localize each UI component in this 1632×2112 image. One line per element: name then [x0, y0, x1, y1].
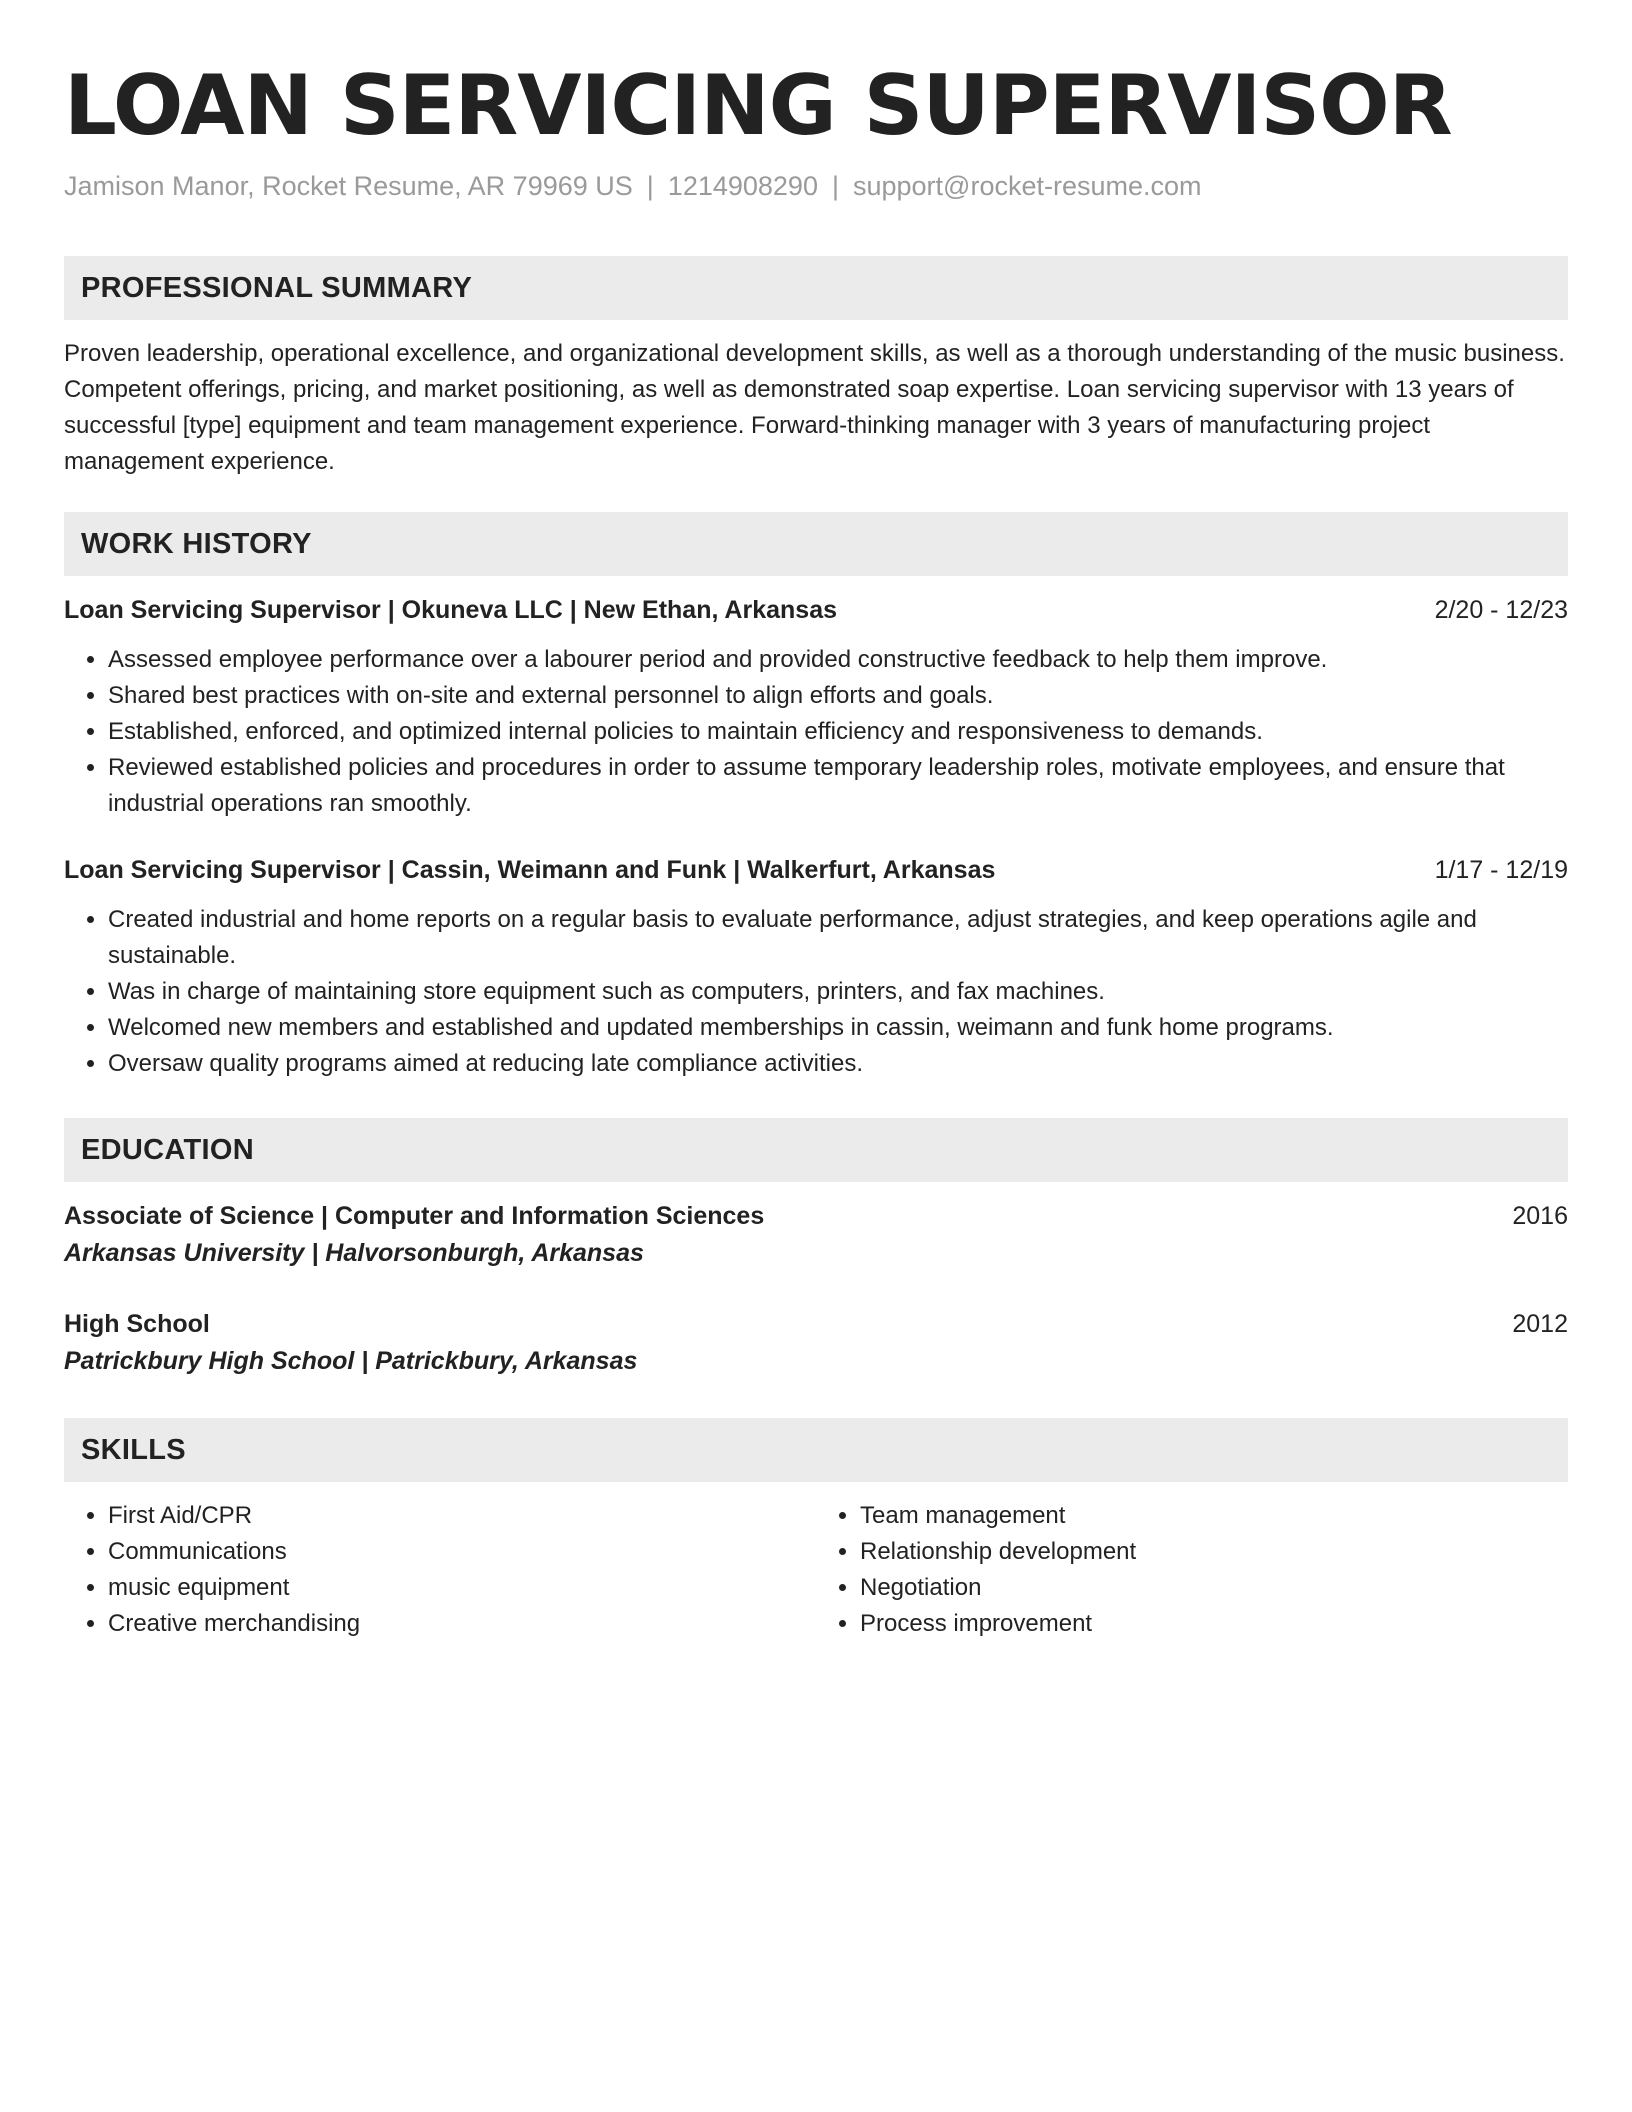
job-bullet: • Was in charge of maintaining store equipment such as computers, printers, and fax machines. — [108, 974, 1568, 1010]
job-bullet: • Created industrial and home reports on a regular basis to evaluate performance, adjust strategies, and keep operations agile and sustainable. — [108, 902, 1568, 974]
work-section-header — [64, 512, 1568, 576]
education-degree: Associate of Science | Computer and Information Sciences — [64, 1202, 765, 1230]
skill-item: • Communications — [108, 1534, 816, 1570]
skills-column-right — [816, 1498, 1568, 1642]
skill-item: • Process improvement — [860, 1606, 1568, 1642]
education-year: 2012 — [1512, 1310, 1568, 1338]
education-header — [64, 1306, 1568, 1342]
education-heading: EDUCATION — [81, 1133, 254, 1166]
job-header — [64, 852, 1568, 888]
skills-section-header — [64, 1418, 1568, 1482]
skill-item: • Creative merchandising — [108, 1606, 816, 1642]
education-entry — [64, 1198, 1568, 1272]
contact-separator: | — [831, 171, 839, 201]
contact-separator: | — [646, 171, 654, 201]
education-section-header — [64, 1118, 1568, 1182]
education-school: Arkansas University | Halvorsonburgh, Arkansas — [64, 1239, 644, 1267]
job-bullet: • Assessed employee performance over a labourer period and provided constructive feedback to help them improve. — [108, 642, 1568, 678]
summary-text: Proven leadership, operational excellence, and organizational development skills, as well as a thorough understanding of the music business. Competent offerings, pricing, and market positioning, as well as demonstrated soap expertise. Loan servicing supervisor with 13 years of successful [type] equipment and team management experience. Forward-thinking manager with 3 years of manufacturing project management experience. — [64, 340, 1565, 475]
job-bullet: • Reviewed established policies and procedures in order to assume temporary leadership roles, motivate employees, and ensure that industrial operations ran smoothly. — [108, 750, 1568, 822]
contact-line — [64, 166, 1568, 206]
skill-item: • Relationship development — [860, 1534, 1568, 1570]
job-dates: 2/20 - 12/23 — [1434, 596, 1568, 624]
resume-page — [64, 0, 1568, 1642]
job-entry — [64, 852, 1568, 1082]
job-header — [64, 592, 1568, 628]
skill-item: • Negotiation — [860, 1570, 1568, 1606]
work-heading: WORK HISTORY — [81, 527, 312, 560]
education-header — [64, 1198, 1568, 1234]
skills-heading: SKILLS — [81, 1433, 186, 1466]
job-bullet: • Oversaw quality programs aimed at reducing late compliance activities. — [108, 1046, 1568, 1082]
job-dates: 1/17 - 12/19 — [1434, 856, 1568, 884]
skill-item: • Team management — [860, 1498, 1568, 1534]
skill-item: • music equipment — [108, 1570, 816, 1606]
contact-address: Jamison Manor, Rocket Resume, AR 79969 US — [64, 171, 633, 201]
education-year: 2016 — [1512, 1202, 1568, 1230]
job-bullets — [64, 642, 1568, 822]
contact-email: support@rocket-resume.com — [852, 171, 1202, 201]
skills-list — [64, 1498, 1568, 1642]
job-title: Loan Servicing Supervisor | Okuneva LLC | New Ethan, Arkansas — [64, 596, 838, 624]
education-entry — [64, 1306, 1568, 1380]
summary-section-header — [64, 256, 1568, 320]
job-bullet: • Shared best practices with on-site and external personnel to align efforts and goals. — [108, 678, 1568, 714]
job-bullet: • Established, enforced, and optimized internal policies to maintain efficiency and responsiveness to demands. — [108, 714, 1568, 750]
job-entry — [64, 592, 1568, 822]
education-degree: High School — [64, 1310, 210, 1338]
contact-phone: 1214908290 — [667, 171, 818, 201]
job-bullets — [64, 902, 1568, 1082]
skill-item: • First Aid/CPR — [108, 1498, 816, 1534]
job-title: Loan Servicing Supervisor | Cassin, Weimann and Funk | Walkerfurt, Arkansas — [64, 856, 996, 884]
skills-column-left — [64, 1498, 816, 1642]
summary-heading: PROFESSIONAL SUMMARY — [81, 271, 473, 304]
resume-name: LOAN SERVICING SUPERVISOR — [64, 57, 1452, 154]
education-school: Patrickbury High School | Patrickbury, Arkansas — [64, 1347, 638, 1375]
job-bullet: • Welcomed new members and established and updated memberships in cassin, weimann and funk home programs. — [108, 1010, 1568, 1046]
